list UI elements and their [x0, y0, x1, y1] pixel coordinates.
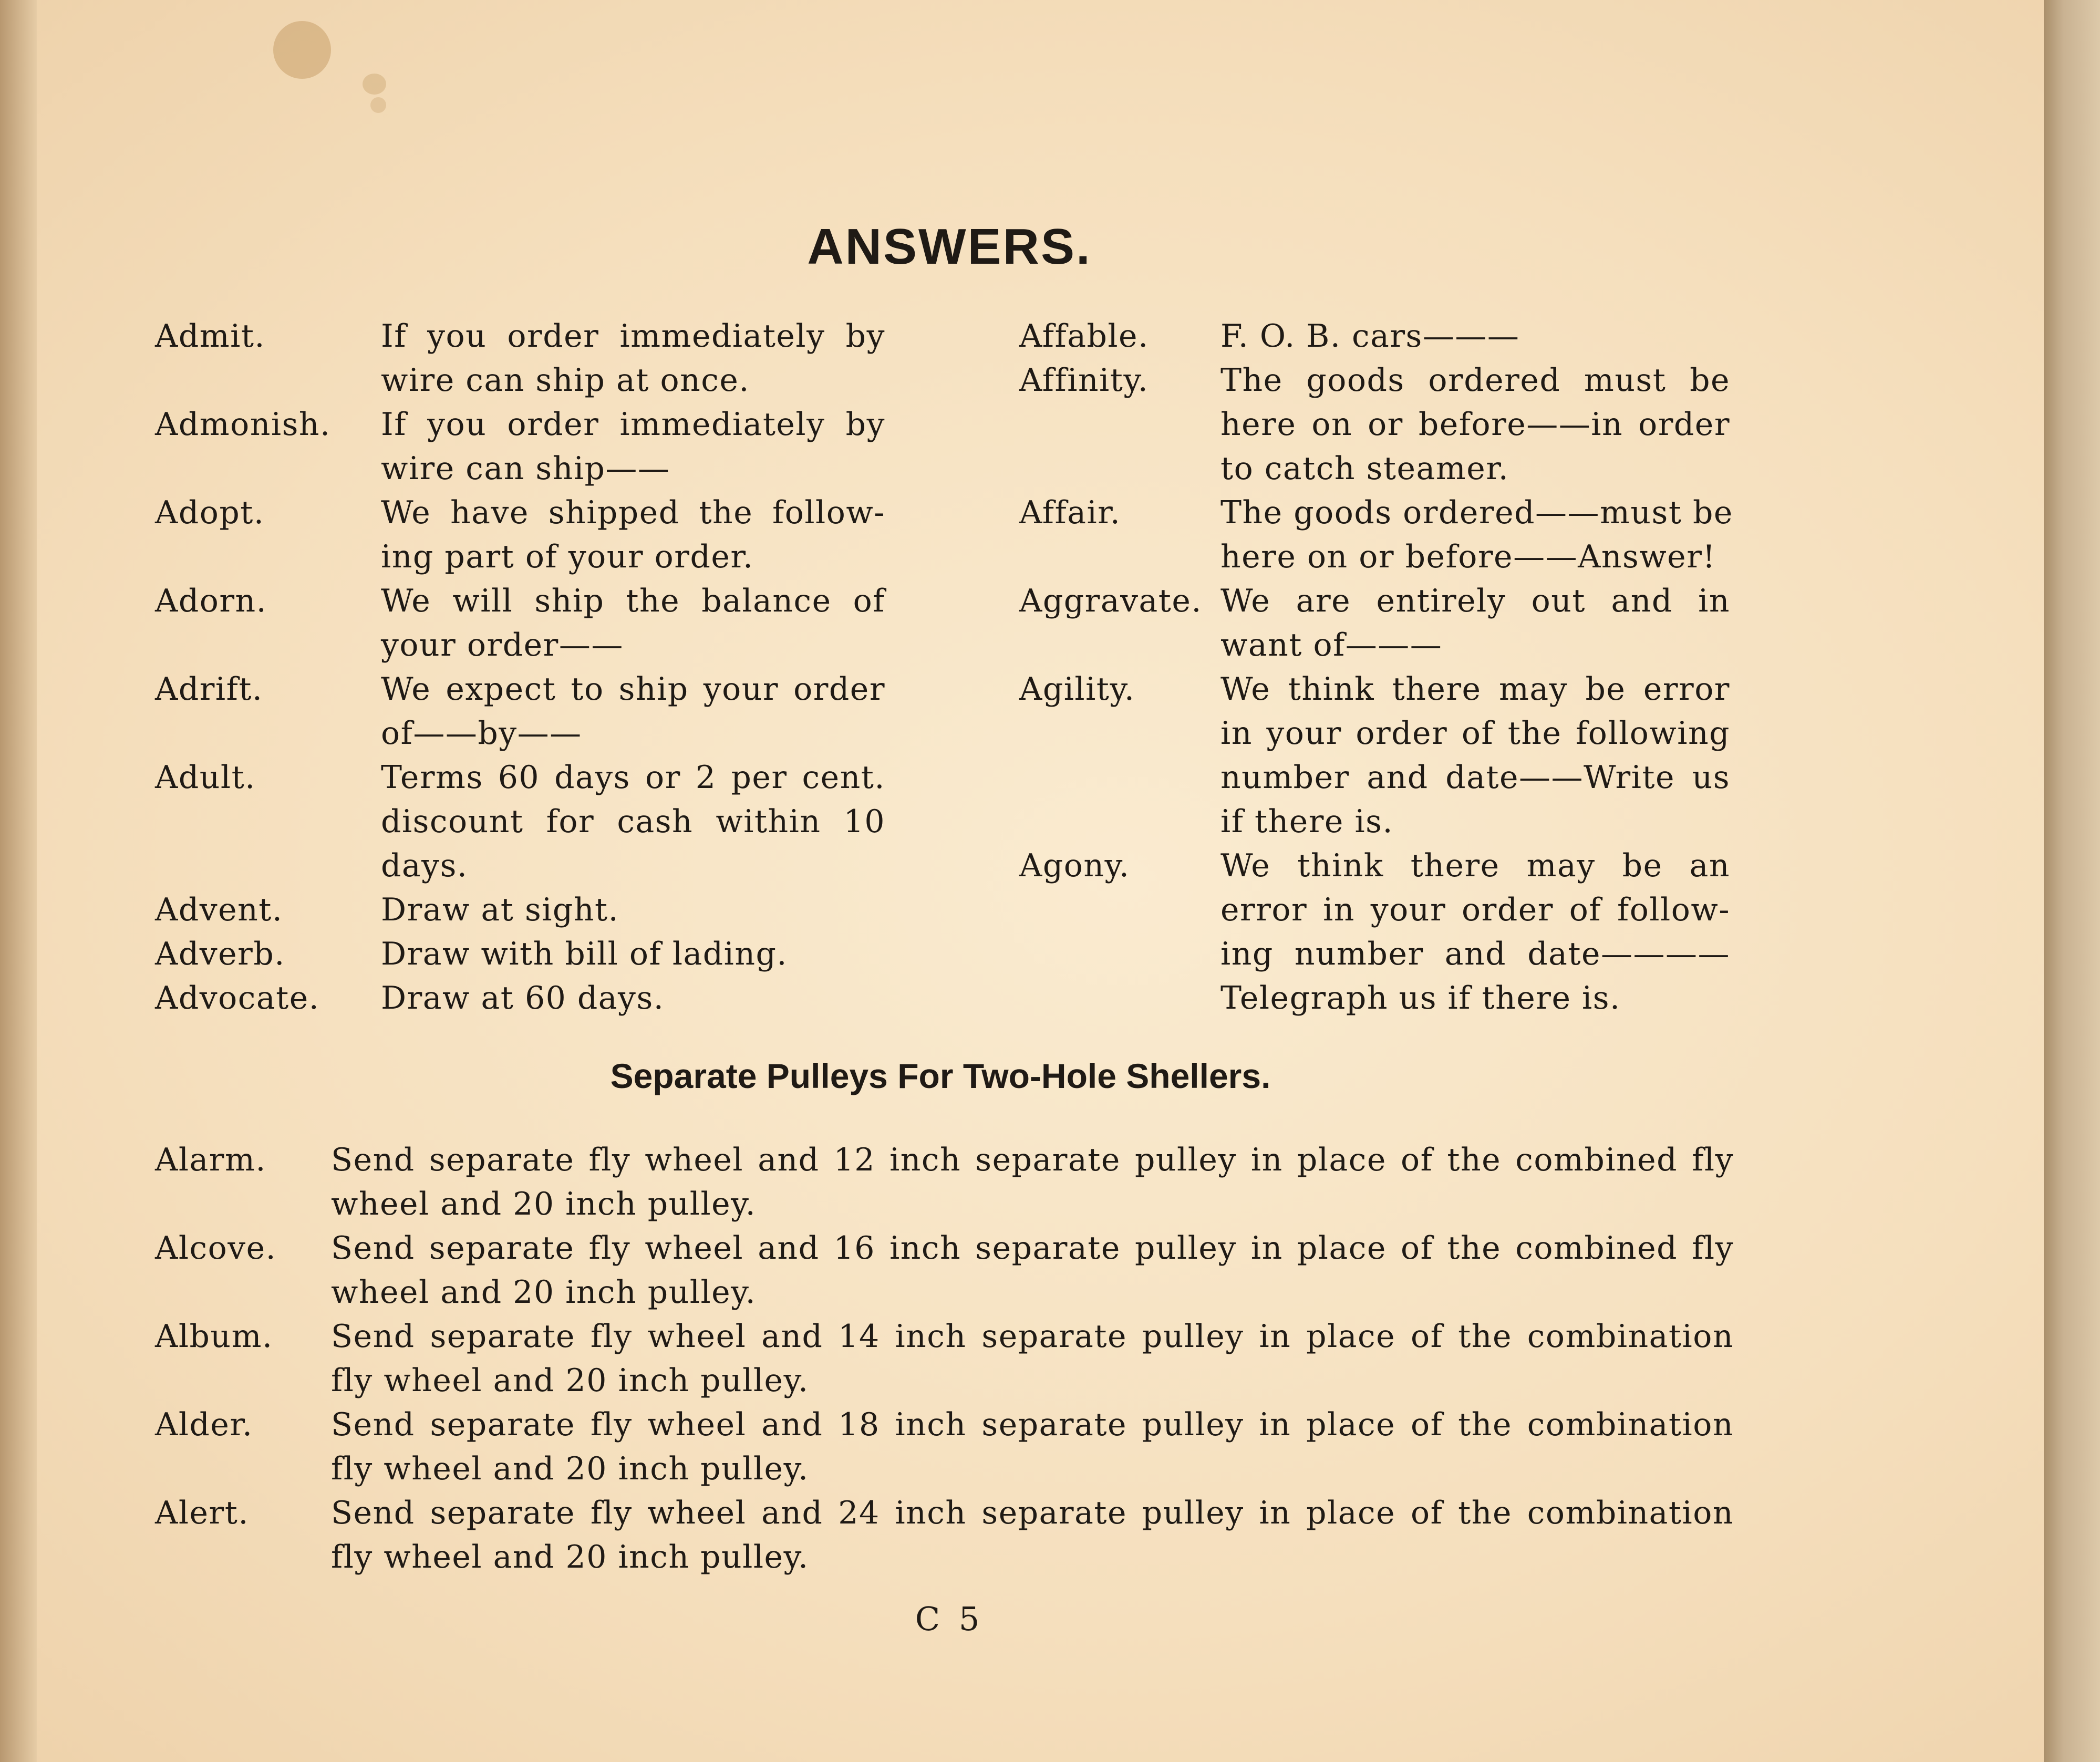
answer-line: We expect to ship your order: [381, 671, 885, 708]
answer-line: here on or before——Answer!: [1220, 538, 1716, 575]
answer-line: days.: [381, 847, 468, 884]
code-word: Advent.: [155, 892, 283, 928]
answer-line: if there is.: [1220, 803, 1394, 840]
answer-line: error in your order of follow-: [1220, 892, 1730, 928]
code-word: Affair.: [1019, 494, 1121, 531]
answer-line: to catch steamer.: [1220, 450, 1509, 487]
code-word: Alder.: [155, 1406, 253, 1443]
answer-line: ing number and date————: [1220, 936, 1730, 972]
stain-mark: [363, 74, 386, 95]
code-word: Agony.: [1019, 847, 1130, 884]
answer-line: Send separate fly wheel and 16 inch separate pulley in place of the combined fly: [331, 1230, 1734, 1267]
answer-line: Send separate fly wheel and 18 inch separate pulley in place of the combination: [331, 1406, 1734, 1443]
answer-line: Send separate fly wheel and 24 inch separate pulley in place of the combination: [331, 1495, 1734, 1531]
answer-line: We will ship the balance of: [381, 583, 885, 619]
answer-line: wheel and 20 inch pulley.: [331, 1274, 757, 1311]
answer-line: of——by——: [381, 715, 582, 752]
answer-line: in your order of the following: [1220, 715, 1730, 752]
answer-line: If you order immediately by: [381, 318, 885, 355]
answer-line: Draw with bill of lading.: [381, 936, 788, 972]
code-word: Aggravate.: [1019, 583, 1202, 619]
stain-mark: [370, 97, 386, 113]
code-word: Alcove.: [155, 1230, 277, 1267]
answer-line: If you order immediately by: [381, 406, 885, 443]
answer-line: discount for cash within 10: [381, 803, 885, 840]
answer-line: wheel and 20 inch pulley.: [331, 1186, 757, 1222]
answer-line: The goods ordered must be: [1220, 362, 1730, 399]
answer-line: wire can ship at once.: [381, 362, 750, 399]
page-edge: [2044, 0, 2100, 1762]
stain-mark: [273, 21, 331, 79]
answer-line: We are entirely out and in: [1220, 583, 1730, 619]
answer-line: Draw at sight.: [381, 892, 619, 928]
code-word: Adorn.: [155, 583, 267, 619]
answer-line: Telegraph us if there is.: [1220, 980, 1621, 1017]
code-word: Alert.: [155, 1495, 249, 1531]
answer-line: want of———: [1220, 627, 1443, 664]
answer-line: here on or before——in order: [1220, 406, 1730, 443]
answer-line: We have shipped the follow-: [381, 494, 885, 531]
answer-line: fly wheel and 20 inch pulley.: [331, 1539, 809, 1576]
code-word: Affable.: [1019, 318, 1149, 355]
code-word: Alarm.: [155, 1142, 266, 1178]
page-number: C 5: [915, 1600, 984, 1638]
answer-line: Terms 60 days or 2 per cent.: [381, 759, 885, 796]
answer-line: Send separate fly wheel and 14 inch separate pulley in place of the combination: [331, 1318, 1734, 1355]
code-word: Adult.: [155, 759, 256, 796]
code-word: Adverb.: [155, 936, 285, 972]
answer-line: F. O. B. cars———: [1220, 318, 1520, 355]
answer-line: your order——: [381, 627, 624, 664]
code-word: Affinity.: [1019, 362, 1149, 399]
code-word: Admonish.: [155, 406, 331, 443]
answer-line: ing part of your order.: [381, 538, 754, 575]
code-word: Admit.: [155, 318, 266, 355]
answer-line: The goods ordered——must be: [1220, 494, 1733, 531]
code-word: Agility.: [1019, 671, 1135, 708]
answer-line: Send separate fly wheel and 12 inch separate pulley in place of the combined fly: [331, 1142, 1734, 1178]
answer-line: We think there may be an: [1220, 847, 1730, 884]
code-word: Adrift.: [155, 671, 263, 708]
code-word: Album.: [155, 1318, 273, 1355]
answer-line: wire can ship——: [381, 450, 670, 487]
code-word: Advocate.: [155, 980, 320, 1017]
page-title: ANSWERS.: [807, 219, 1092, 275]
answer-line: We think there may be error: [1220, 671, 1730, 708]
answer-line: fly wheel and 20 inch pulley.: [331, 1450, 809, 1487]
code-word: Adopt.: [155, 494, 265, 531]
answer-line: Draw at 60 days.: [381, 980, 665, 1017]
answer-line: fly wheel and 20 inch pulley.: [331, 1362, 809, 1399]
answer-line: number and date——Write us: [1220, 759, 1730, 796]
section-title: Separate Pulleys For Two-Hole Shellers.: [610, 1056, 1271, 1095]
